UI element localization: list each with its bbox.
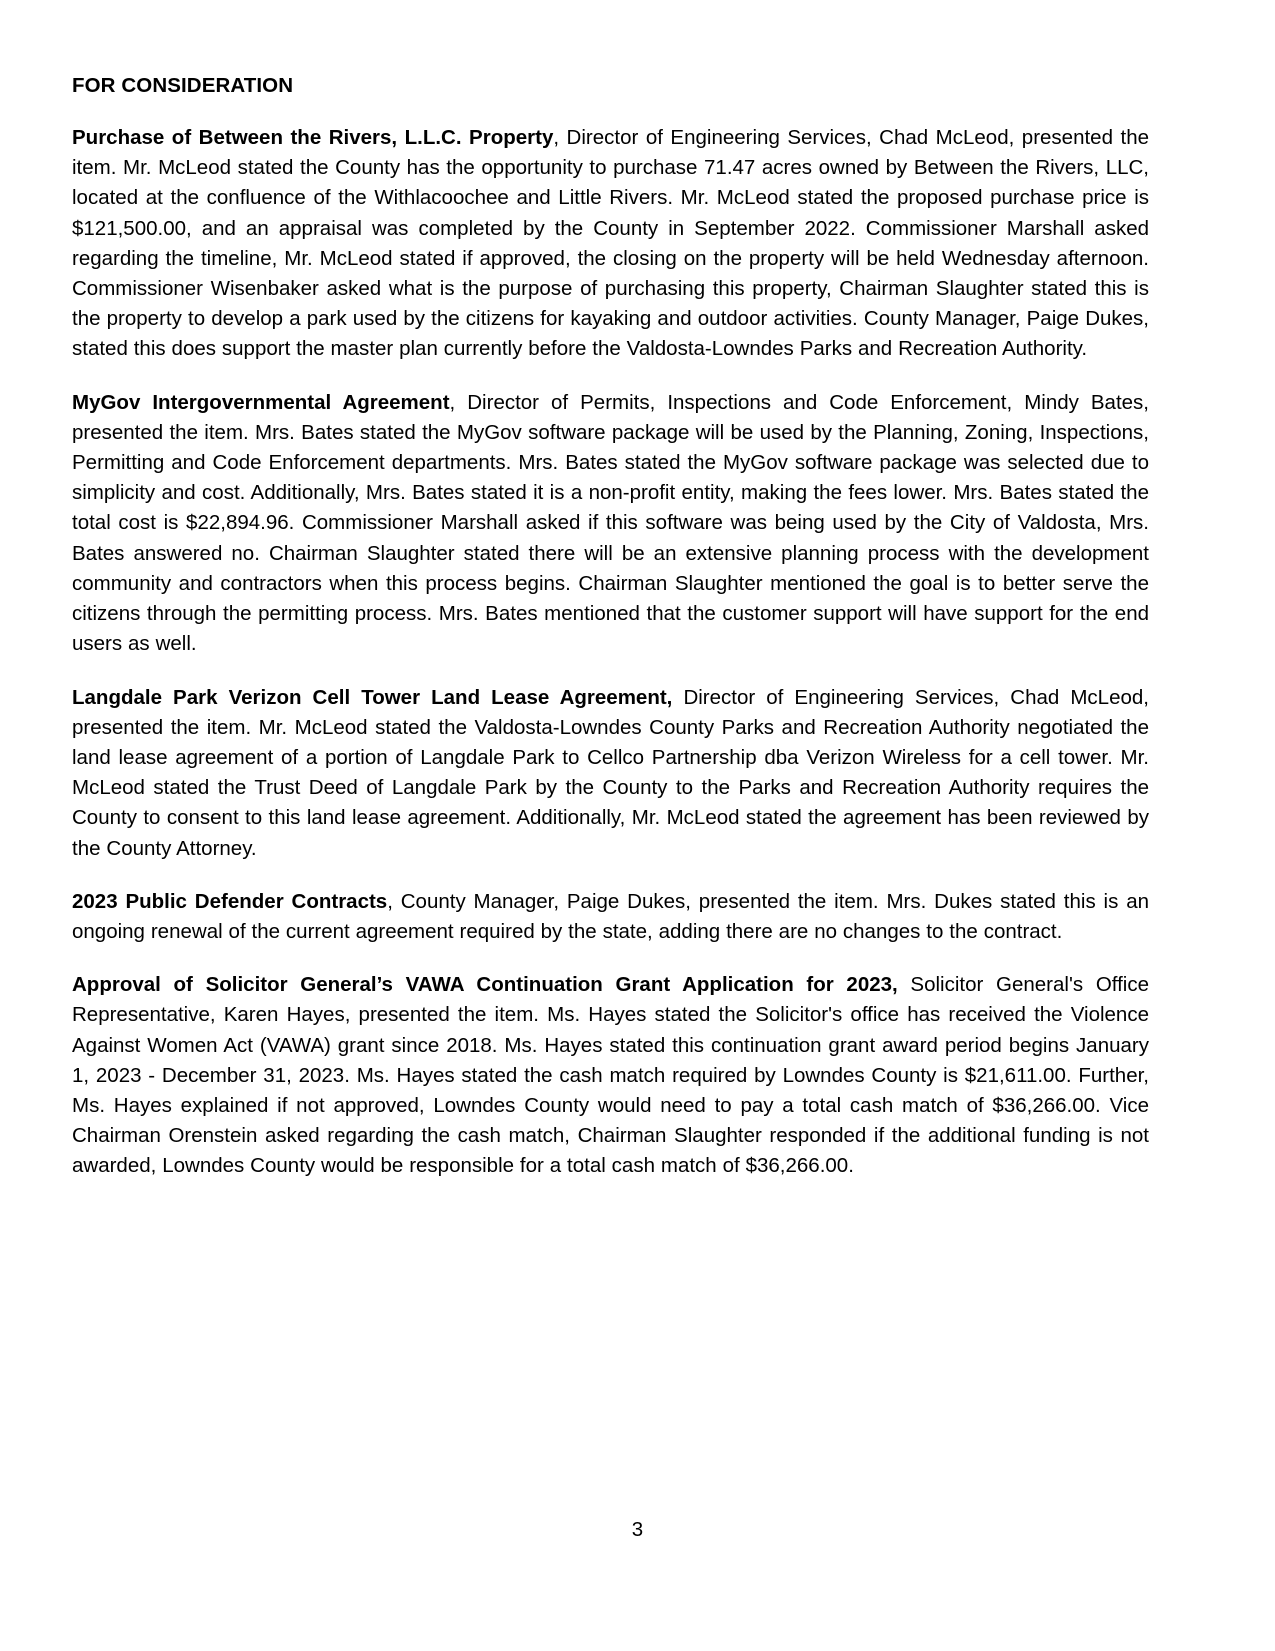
agenda-item-text: , County Manager, Paige Dukes, presented the item. Mrs. Dukes stated this is an ongoing renewal of the current agreement required by the state, adding there are no changes to the contract. bbox=[72, 889, 1149, 943]
agenda-item-title: 2023 Public Defender Contracts bbox=[72, 889, 388, 913]
agenda-item-paragraph bbox=[72, 683, 1149, 864]
agenda-item-text: , Director of Engineering Services, Chad McLeod, presented the item. Mr. McLeod stated the County has the opportunity to purchase 71.47 acres owned by Between the Rivers, LLC, located at the confluence of the Withlacoochee and Little Rivers. Mr. McLeod stated the proposed purchase price is $121,500.00, and an appraisal was completed by the County in September 2022. Commissioner Marshall asked regarding the timeline, Mr. McLeod stated if approved, the closing on the property will be held Wednesday afternoon. Commissioner Wisenbaker asked what is the purpose of purchasing this property, Chairman Slaughter stated this is the property to develop a park used by the citizens for kayaking and outdoor activities. County Manager, Paige Dukes, stated this does support the master plan currently before the Valdosta-Lowndes Parks and Recreation Authority. bbox=[72, 126, 1149, 361]
agenda-item-paragraph bbox=[72, 887, 1149, 947]
agenda-item-title: MyGov Intergovernmental Agreement bbox=[72, 390, 450, 414]
agenda-item-title: Approval of Solicitor General’s VAWA Continuation Grant Application for 2023, bbox=[72, 973, 898, 997]
section-heading-for-consideration: FOR CONSIDERATION bbox=[72, 74, 294, 97]
agenda-item-paragraph bbox=[72, 388, 1149, 660]
agenda-item-title: Purchase of Between the Rivers, L.L.C. Property bbox=[72, 126, 554, 150]
agenda-item-paragraph bbox=[72, 970, 1149, 1181]
document-body bbox=[72, 72, 1149, 1182]
agenda-item-text: Director of Engineering Services, Chad McLeod, presented the item. Mr. McLeod stated the Valdosta-Lowndes County Parks and Recreation Authority negotiated the land lease agreement of a portion of Langdale Park to Cellco Partnership dba Verizon Wireless for a cell tower. Mr. McLeod stated the Trust Deed of Langdale Park by the County to the Parks and Recreation Authority requires the County to consent to this land lease agreement. Additionally, Mr. McLeod stated the agreement has been reviewed by the County Attorney. bbox=[72, 685, 1149, 860]
page-number: 3 bbox=[631, 1518, 644, 1541]
agenda-item-text: , Director of Permits, Inspections and Code Enforcement, Mindy Bates, presented the item. Mrs. Bates stated the MyGov software package will be used by the Planning, Zoning, Inspections, Permitting and Code Enforcement departments. Mrs. Bates stated the MyGov software package was selected due to simplicity and cost. Additionally, Mrs. Bates stated it is a non-profit entity, making the fees lower. Mrs. Bates stated the total cost is $22,894.96. Commissioner Marshall asked if this software was being used by the City of Valdosta, Mrs. Bates answered no. Chairman Slaughter stated there will be an extensive planning process with the development community and contractors when this process begins. Chairman Slaughter mentioned the goal is to better serve the citizens through the permitting process. Mrs. Bates mentioned that the customer support will have support for the end users as well. bbox=[72, 390, 1149, 656]
agenda-item-text: Solicitor General's Office Representative, Karen Hayes, presented the item. Ms. Hayes stated the Solicitor's office has received the Violence Against Women Act (VAWA) grant since 2018. Ms. Hayes stated this continuation grant award period begins January 1, 2023 - December 31, 2023. Ms. Hayes stated the cash match required by Lowndes County is $21,611.00. Further, Ms. Hayes explained if not approved, Lowndes County would need to pay a total cash match of $36,266.00. Vice Chairman Orenstein asked regarding the cash match, Chairman Slaughter responded if the additional funding is not awarded, Lowndes County would be responsible for a total cash match of $36,266.00. bbox=[72, 973, 1149, 1178]
agenda-item-paragraph bbox=[72, 123, 1149, 365]
agenda-item-title: Langdale Park Verizon Cell Tower Land Lease Agreement, bbox=[72, 685, 673, 709]
